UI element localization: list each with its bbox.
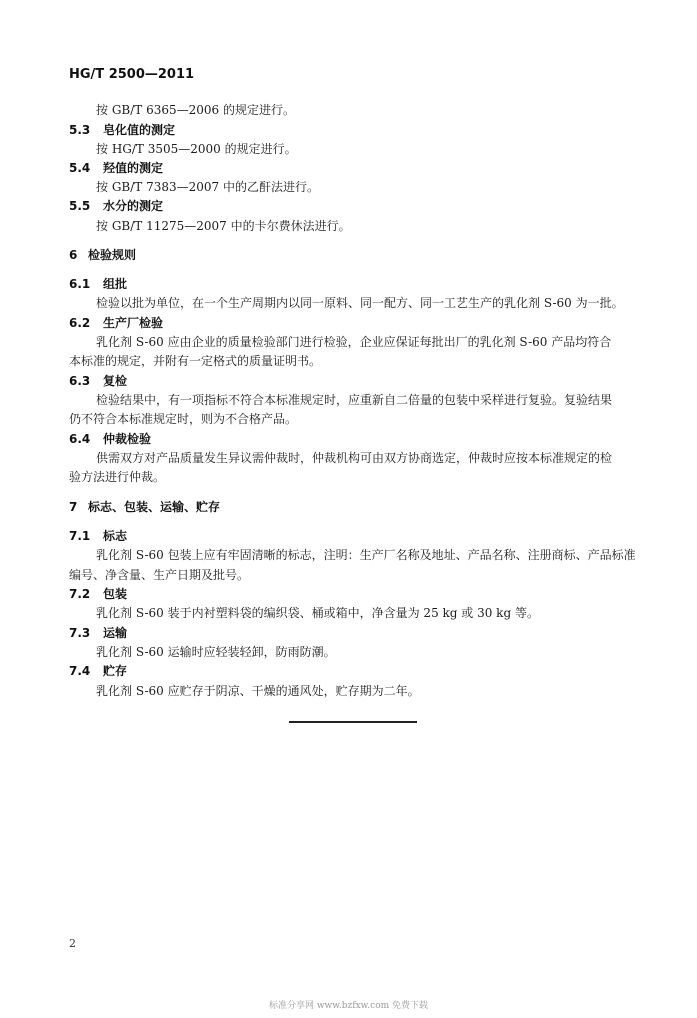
heading-number: 7.1 xyxy=(69,529,91,543)
heading-title: 组批 xyxy=(103,277,128,291)
heading-number: 6 xyxy=(69,248,78,262)
paragraph-6-1: 检验以批为单位，在一个生产周期内以同一原料、同一配方、同一工艺生产的乳化剂 S-60 为一批。 xyxy=(96,296,624,310)
standard-code: HG/T 2500—2011 xyxy=(69,67,195,82)
heading-6-2 xyxy=(69,315,163,331)
paragraph-5-5: 按 GB/T 11275—2007 中的卡尔费休法进行。 xyxy=(96,219,351,233)
heading-chapter-7 xyxy=(69,499,220,515)
heading-5-3 xyxy=(69,122,175,138)
paragraph-6-4-line-2: 验方法进行仲裁。 xyxy=(69,470,166,484)
heading-number: 5.5 xyxy=(69,199,91,213)
heading-7-3 xyxy=(69,625,127,641)
heading-title: 标志 xyxy=(103,529,128,543)
heading-title: 羟值的测定 xyxy=(103,161,164,175)
heading-title: 皂化值的测定 xyxy=(103,123,176,137)
heading-title: 检验规则 xyxy=(88,248,137,262)
heading-5-5 xyxy=(69,198,163,214)
end-divider xyxy=(289,721,417,723)
heading-title: 贮存 xyxy=(103,664,128,678)
paragraph-5-2-method: 按 GB/T 6365—2006 的规定进行。 xyxy=(96,103,295,117)
heading-title: 运输 xyxy=(103,626,128,640)
paragraph-7-1-line-1: 乳化剂 S-60 包装上应有牢固清晰的标志，注明：生产厂名称及地址、产品名称、注册商标、产品标准 xyxy=(96,548,636,562)
paragraph-7-2: 乳化剂 S-60 装于内衬塑料袋的编织袋、桶或箱中，净含量为 25 kg 或 30 kg 等。 xyxy=(96,606,539,620)
paragraph-6-3-line-1: 检验结果中，有一项指标不符合本标准规定时，应重新自二倍量的包装中采样进行复验。复验结果 xyxy=(96,393,613,407)
heading-7-1 xyxy=(69,528,127,544)
heading-6-1 xyxy=(69,276,127,292)
heading-number: 5.4 xyxy=(69,161,91,175)
paragraph-7-1-line-2: 编号、净含量、生产日期及批号。 xyxy=(69,568,250,582)
paragraph-5-4: 按 GB/T 7383—2007 中的乙酐法进行。 xyxy=(96,180,319,194)
heading-title: 水分的测定 xyxy=(103,199,164,213)
heading-title: 包装 xyxy=(103,587,128,601)
heading-title: 仲裁检验 xyxy=(103,432,152,446)
heading-7-4 xyxy=(69,663,127,679)
heading-7-2 xyxy=(69,586,127,602)
heading-title: 标志、包装、运输、贮存 xyxy=(88,500,221,514)
paragraph-6-2-line-2: 本标准的规定，并附有一定格式的质量证明书。 xyxy=(69,354,322,368)
heading-title: 复检 xyxy=(103,374,128,388)
page-number: 2 xyxy=(69,937,76,950)
heading-title: 生产厂检验 xyxy=(103,316,164,330)
heading-6-3 xyxy=(69,373,127,389)
watermark: 标准分享网 www.bzfxw.com 免费下载 xyxy=(268,1001,429,1011)
heading-number: 7.2 xyxy=(69,587,91,601)
heading-number: 5.3 xyxy=(69,123,91,137)
heading-number: 6.2 xyxy=(69,316,91,330)
paragraph-5-3: 按 HG/T 3505—2000 的规定进行。 xyxy=(96,142,297,156)
heading-number: 6.3 xyxy=(69,374,91,388)
heading-5-4 xyxy=(69,160,163,176)
paragraph-7-3: 乳化剂 S-60 运输时应轻装轻卸，防雨防潮。 xyxy=(96,645,336,659)
paragraph-6-3-line-2: 仍不符合本标准规定时，则为不合格产品。 xyxy=(69,412,298,426)
heading-number: 7 xyxy=(69,500,78,514)
heading-number: 7.3 xyxy=(69,626,91,640)
heading-6-4 xyxy=(69,431,151,447)
paragraph-7-4: 乳化剂 S-60 应贮存于阴凉、干燥的通风处，贮存期为二年。 xyxy=(96,684,420,698)
heading-number: 6.1 xyxy=(69,277,91,291)
heading-number: 6.4 xyxy=(69,432,91,446)
paragraph-6-4-line-1: 供需双方对产品质量发生异议需仲裁时，仲裁机构可由双方协商选定，仲裁时应按本标准规定的检 xyxy=(96,451,613,465)
heading-number: 7.4 xyxy=(69,664,91,678)
paragraph-6-2-line-1: 乳化剂 S-60 应由企业的质量检验部门进行检验，企业应保证每批出厂的乳化剂 S-60 产品均符合 xyxy=(96,335,612,349)
heading-chapter-6 xyxy=(69,247,136,263)
